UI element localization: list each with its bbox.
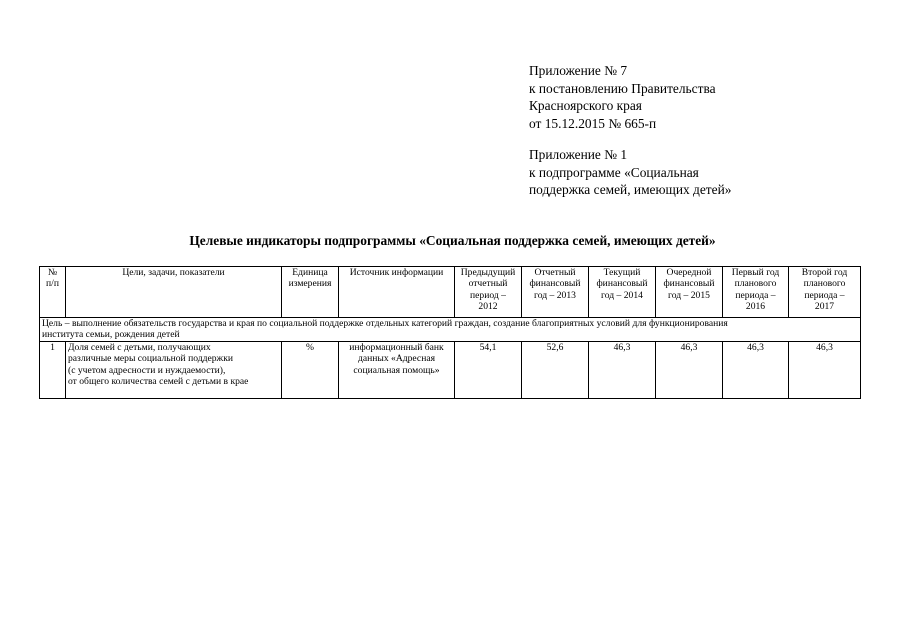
cell-line: планового xyxy=(803,278,846,290)
header-first-plan-year xyxy=(723,267,789,318)
cell-line: год – 2013 xyxy=(534,289,576,301)
cell-line: финансовый xyxy=(529,278,581,290)
header-unit xyxy=(282,267,339,318)
cell-line: периода – xyxy=(804,289,845,301)
row-num: 1 xyxy=(40,341,66,398)
row-value-2016: 46,3 xyxy=(723,341,789,398)
header-prev-period xyxy=(455,267,522,318)
cell-line: (с учетом адресности и нуждаемости), xyxy=(68,364,226,376)
appendix-1-block xyxy=(529,146,731,199)
cell-line: год – 2014 xyxy=(601,289,643,301)
cell-line: Предыдущий xyxy=(460,267,516,278)
header-second-plan-year xyxy=(789,267,861,318)
cell-line: 2012 xyxy=(478,301,498,313)
cell-line: № xyxy=(47,267,58,278)
cell-line: 2016 xyxy=(745,301,766,313)
appendix-7-line2: к постановлению Правительства xyxy=(529,80,716,96)
cell-line: отчетный xyxy=(468,278,508,290)
cell-line: Доля семей с детьми, получающих xyxy=(68,341,211,353)
cell-line: Очередной xyxy=(666,267,712,278)
appendix-7-block xyxy=(529,62,716,132)
row-value-2012: 54,1 xyxy=(455,341,522,398)
goal-row xyxy=(40,318,861,342)
goal-line2: института семьи, рождения детей xyxy=(42,329,180,341)
cell-line: социальная помощь» xyxy=(353,364,440,376)
header-row xyxy=(40,267,861,318)
cell-line: период – xyxy=(470,289,506,301)
cell-line: информационный банк xyxy=(349,341,444,353)
document-title: Целевые индикаторы подпрограммы «Социальная поддержка семей, имеющих детей» xyxy=(189,233,716,248)
row-value-2017: 46,3 xyxy=(789,341,861,398)
header-report-year xyxy=(522,267,589,318)
row-value-2013: 52,6 xyxy=(522,341,589,398)
row-source xyxy=(339,341,455,398)
cell-line: Единица xyxy=(292,267,328,278)
appendix-7-line4: от 15.12.2015 № 665-п xyxy=(529,115,657,131)
row-value-2014: 46,3 xyxy=(589,341,656,398)
cell-line: Второй год xyxy=(801,267,848,278)
appendix-7-line1: Приложение № 7 xyxy=(529,63,628,78)
cell-line: Первый год xyxy=(731,267,780,278)
cell-line: Отчетный xyxy=(534,267,576,278)
row-indicator xyxy=(66,341,282,398)
row-unit: % xyxy=(282,341,339,398)
header-goals xyxy=(66,267,282,318)
goal-cell xyxy=(40,318,861,342)
cell-line: Источник информации xyxy=(349,267,444,278)
cell-line: планового xyxy=(734,278,777,290)
header-next-year xyxy=(656,267,723,318)
goal-line1: Цель – выполнение обязательств государства и края по социальной поддержке отдельных категорий граждан, создание благоприятных условий для функционирования xyxy=(42,318,728,329)
cell-line: Цели, задачи, показатели xyxy=(122,267,225,278)
cell-line: 2017 xyxy=(814,301,835,313)
cell-line: измерения xyxy=(288,278,332,290)
cell-line: различные меры социальной поддержки xyxy=(68,353,233,365)
appendix-7-line3: Красноярского края xyxy=(529,98,642,113)
cell-line: финансовый xyxy=(596,278,648,290)
appendix-1-line3: поддержка семей, имеющих детей» xyxy=(529,182,732,197)
cell-line: п/п xyxy=(46,278,59,290)
header-num xyxy=(40,267,66,318)
cell-line: финансовый xyxy=(663,278,715,290)
cell-line: год – 2015 xyxy=(668,289,710,301)
row-value-2015: 46,3 xyxy=(656,341,723,398)
cell-line: данных «Адресная xyxy=(357,353,435,365)
appendix-1-line1: Приложение № 1 xyxy=(529,147,628,162)
cell-line: от общего количества семей с детьми в крае xyxy=(68,376,249,388)
indicators-table xyxy=(39,266,861,399)
header-current-year xyxy=(589,267,656,318)
appendix-1-line2: к подпрограмме «Социальная xyxy=(529,164,699,180)
table-row xyxy=(40,341,861,398)
cell-line: Текущий xyxy=(603,267,641,278)
header-source xyxy=(339,267,455,318)
cell-line: периода – xyxy=(735,289,776,301)
